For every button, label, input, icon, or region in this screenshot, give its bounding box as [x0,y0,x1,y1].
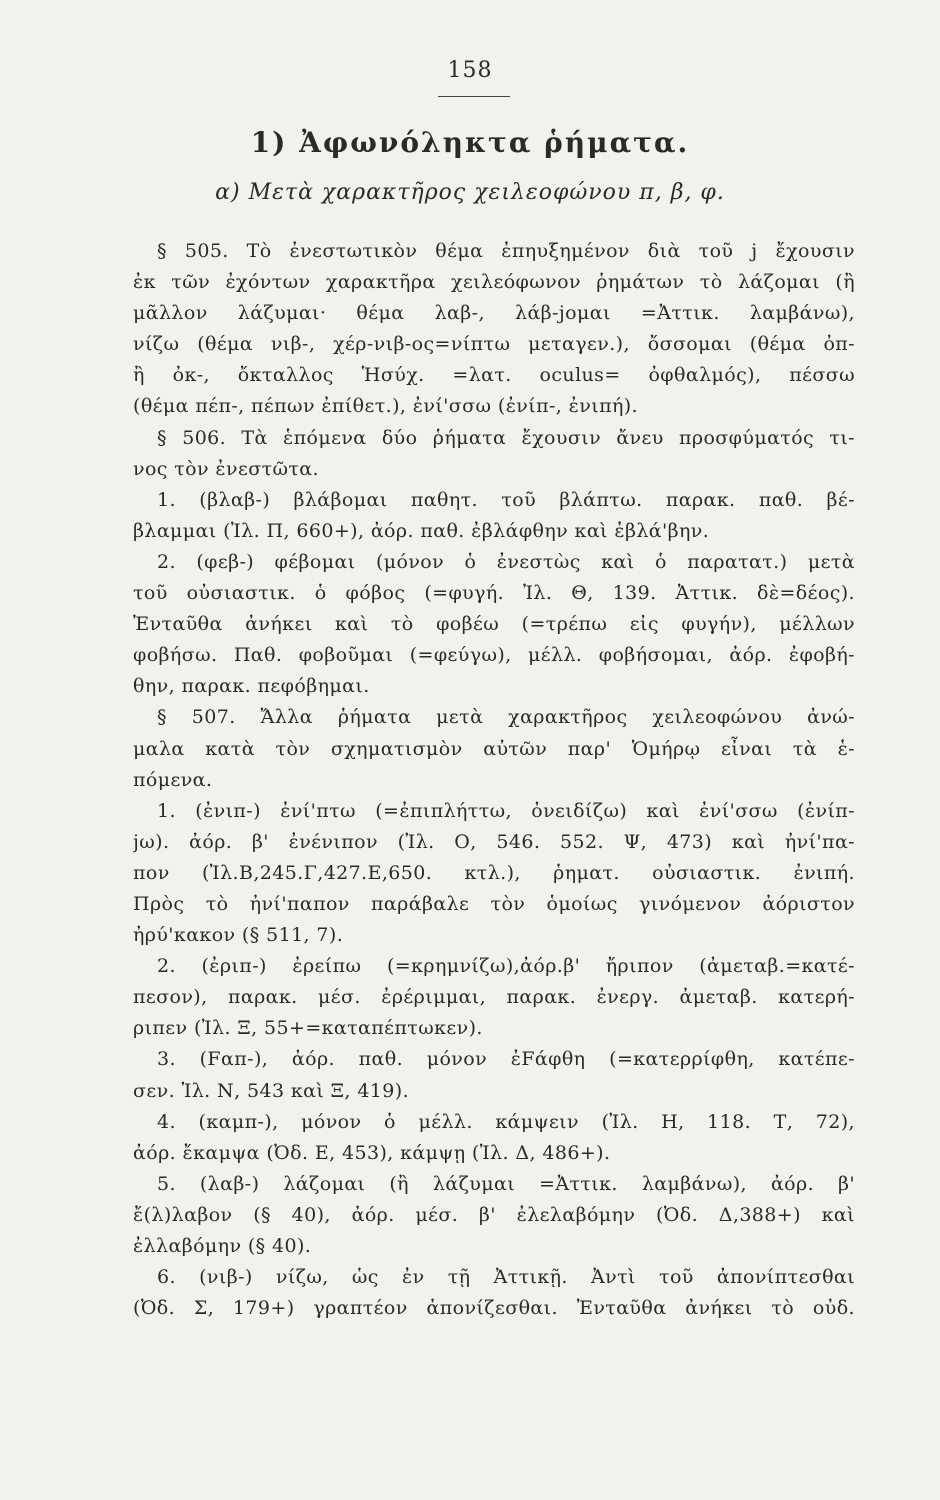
text-line: νος τὸν ἐνεστῶτα. [133,457,319,480]
text-line: Ἐνταῦθα ἀνήκει καὶ τὸ φοβέω (=τρέπω εἰς φυγήν), μέλλων [133,613,855,636]
text-line: § 506. Τὰ ἑπόμενα δύο ῥήματα ἔχουσιν ἄνευ προσφύματός τι- [157,426,855,449]
text-line: 2. (φεβ-) φέβομαι (μόνον ὁ ἐνεστὼς καὶ ὁ παρατατ.) μετὰ [157,550,855,573]
text-line: ἠρύ'κακον (§ 511, 7). [133,924,344,947]
text-line: πον (Ἰλ.Β,245.Γ,427.Ε,650. κτλ.), ῥηματ. οὐσιαστικ. ἐνιπή. [133,861,855,884]
text-line: μᾶλλον λάζυμαι· θέμα λαβ-, λάβ-jομαι =Ἀττικ. λαμβάνω), [133,302,855,325]
text-line: § 507. Ἄλλα ῥήματα μετὰ χαρακτῆρος χειλεοφώνου ἀνώ- [157,706,855,729]
section-subheading: α) Μετὰ χαρακτῆρος χειλεοφώνου π, β, φ. [215,180,725,205]
text-line: ἢ ὀκ-, ὄκταλλος Ἡσύχ. =λατ. oculus= ὀφθαλμός), πέσσω [133,364,855,387]
text-line: 6. (νιβ-) νίζω, ὡς ἐν τῇ Ἀττικῇ. Ἀντὶ τοῦ ἀπονίπτεσθαι [157,1266,855,1289]
text-line: jω). ἀόρ. β' ἐνένιπον (Ἰλ. Ο, 546. 552. Ψ, 473) καὶ ἠνί'πα- [133,830,855,853]
text-line: 2. (ἐριπ-) ἐρείπω (=κρημνίζω),ἀόρ.β' ἤριπον (ἀμεταβ.=κατέ- [157,955,855,978]
text-line: 1. (βλαβ-) βλάβομαι παθητ. τοῦ βλάπτω. παρακ. παθ. βέ- [157,488,855,511]
text-line: (θέμα πέπ-, πέπων ἐπίθετ.), ἐνί'σσω (ἐνίπ-, ἐνιπή). [133,395,638,418]
text-line: 1. (ἐνιπ-) ἐνί'πτω (=ἐπιπλήττω, ὀνειδίζω) καὶ ἐνί'σσω (ἐνίπ- [157,799,855,822]
text-line: (Ὀδ. Σ, 179+) γραπτέον ἀπονίζεσθαι. Ἐνταῦθα ἀνήκει τὸ οὐδ. [133,1297,855,1320]
text-line: θην, παρακ. πεφόβημαι. [133,675,370,698]
text-line: ριπεν (Ἰλ. Ξ, 55+=καταπέπτωκεν). [133,1017,483,1040]
text-line: 4. (καμπ-), μόνον ὁ μέλλ. κάμψειν (Ἰλ. Η, 118. Τ, 72), [157,1110,855,1133]
header-rule [438,96,510,97]
text-line: νίζω (θέμα νιβ-, χέρ-νιβ-ος=νίπτω μεταγεν.), ὄσσομαι (θέμα ὀπ- [133,333,855,356]
text-line: βλαμμαι (Ἰλ. Π, 660+), ἀόρ. παθ. ἐβλάφθην καὶ ἐβλά'βην. [133,519,710,542]
text-line: πεσον), παρακ. μέσ. ἐρέριμμαι, παρακ. ἐνεργ. ἀμεταβ. κατερή- [133,986,855,1009]
text-line: 5. (λαβ-) λάζομαι (ἢ λάζυμαι =Ἀττικ. λαμβάνω), ἀόρ. β' [157,1172,855,1195]
text-line: τοῦ οὐσιαστικ. ὁ φόβος (=φυγή. Ἰλ. Θ, 139. Ἀττικ. δὲ=δέος). [133,582,855,605]
page-number: 158 [447,58,493,83]
text-line: φοβήσω. Παθ. φοβοῦμαι (=φεύγω), μέλλ. φοβήσομαι, ἀόρ. ἐφοβή- [133,644,855,667]
text-line: Πρὸς τὸ ἠνί'παπον παράβαλε τὸν ὁμοίως γινόμενον ἀόριστον [133,892,855,915]
text-line: πόμενα. [133,768,213,791]
text-line: ἐλλαβόμην (§ 40). [133,1235,312,1257]
text-line: ἔ(λ)λαβον (§ 40), ἀόρ. μέσ. β' ἐλελαβόμην (Ὀδ. Δ,388+) καὶ [133,1203,855,1226]
text-line: μαλα κατὰ τὸν σχηματισμὸν αὐτῶν παρ' Ὁμήρῳ εἶναι τὰ ἑ- [133,737,855,760]
section-heading: 1) Ἀφωνόληκτα ῥήματα. [250,126,690,159]
text-line: 3. (Fαπ-), ἀόρ. παθ. μόνον ἐFάφθη (=κατερρίφθη, κατέπε- [157,1048,855,1071]
text-line: σεν. Ἰλ. Ν, 543 καὶ Ξ, 419). [133,1079,410,1102]
text-line: ἐκ τῶν ἐχόντων χαρακτῆρα χειλεόφωνον ῥημάτων τὸ λάζομαι (ἢ [133,271,855,294]
text-line: ἀόρ. ἔκαμψα (Ὀδ. Ε, 453), κάμψῃ (Ἰλ. Δ, 486+). [133,1141,611,1164]
text-line: § 505. Τὸ ἐνεστωτικὸν θέμα ἐπηυξημένον διὰ τοῦ j ἔχουσιν [157,240,855,262]
body-text [133,236,855,1324]
